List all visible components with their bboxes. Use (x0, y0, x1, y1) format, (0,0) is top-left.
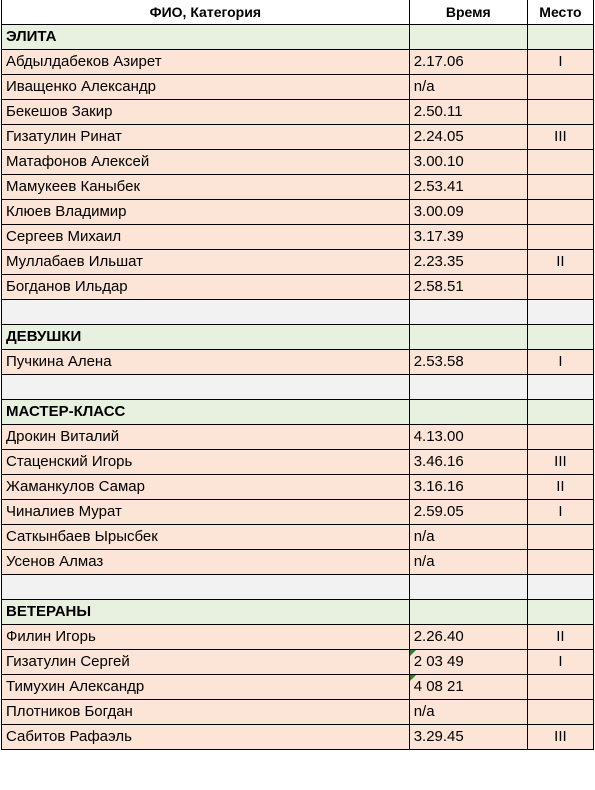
time-cell[interactable]: 3.16.16 (409, 475, 527, 500)
place-cell[interactable] (527, 225, 593, 250)
place-cell[interactable] (527, 550, 593, 575)
category-title[interactable]: ЭЛИТА (2, 25, 410, 50)
athlete-name-cell[interactable]: Абдылдабеков Азирет (2, 50, 410, 75)
category-title[interactable]: ДЕВУШКИ (2, 325, 410, 350)
empty-cell[interactable] (527, 400, 593, 425)
spacer-row (2, 575, 594, 600)
table-row (2, 525, 594, 550)
athlete-name-cell[interactable]: Дрокин Виталий (2, 425, 410, 450)
time-cell[interactable]: 3.29.45 (409, 725, 527, 750)
place-cell[interactable] (527, 100, 593, 125)
athlete-name-cell[interactable]: Жаманкулов Самар (2, 475, 410, 500)
athlete-name-cell[interactable]: Сергеев Михаил (2, 225, 410, 250)
table-row (2, 275, 594, 300)
time-value: 4 08 21 (413, 678, 464, 695)
time-cell[interactable]: 3.00.10 (409, 150, 527, 175)
place-cell[interactable]: III (527, 125, 593, 150)
empty-cell[interactable] (409, 300, 527, 325)
time-cell[interactable]: 3.00.09 (409, 200, 527, 225)
table-row (2, 450, 594, 475)
results-sheet (1, 0, 594, 750)
table-row (2, 550, 594, 575)
table-row (2, 225, 594, 250)
table-row (2, 200, 594, 225)
category-row-elite (2, 25, 594, 50)
table-row (2, 50, 594, 75)
table-row (2, 650, 594, 675)
empty-cell[interactable] (527, 575, 593, 600)
table-row (2, 150, 594, 175)
category-row-veterans (2, 600, 594, 625)
place-cell[interactable]: I (527, 650, 593, 675)
header-time-cell[interactable]: Время (409, 0, 527, 25)
time-cell[interactable]: n/a (409, 550, 527, 575)
empty-cell[interactable] (527, 25, 593, 50)
table-row (2, 625, 594, 650)
category-title[interactable]: ВЕТЕРАНЫ (2, 600, 410, 625)
empty-cell[interactable] (527, 375, 593, 400)
spacer-row (2, 300, 594, 325)
place-cell[interactable] (527, 275, 593, 300)
table-row (2, 125, 594, 150)
category-row-master (2, 400, 594, 425)
place-cell[interactable] (527, 150, 593, 175)
place-cell[interactable] (527, 700, 593, 725)
time-cell[interactable]: 2.58.51 (409, 275, 527, 300)
athlete-name-cell[interactable]: Сабитов Рафаэль (2, 725, 410, 750)
time-cell[interactable]: 2.17.06 (409, 50, 527, 75)
empty-cell[interactable] (2, 375, 410, 400)
time-cell[interactable]: 3.46.16 (409, 450, 527, 475)
time-cell[interactable]: 2.50.11 (409, 100, 527, 125)
table-row (2, 175, 594, 200)
table-row (2, 100, 594, 125)
time-cell[interactable]: n/a (409, 75, 527, 100)
athlete-name-cell[interactable]: Чиналиев Мурат (2, 500, 410, 525)
header-place-cell[interactable]: Место (527, 0, 593, 25)
empty-cell[interactable] (527, 300, 593, 325)
table-row (2, 475, 594, 500)
athlete-name-cell[interactable]: Плотников Богдан (2, 700, 410, 725)
empty-cell[interactable] (409, 325, 527, 350)
empty-cell[interactable] (2, 575, 410, 600)
place-cell[interactable] (527, 200, 593, 225)
empty-cell[interactable] (527, 600, 593, 625)
place-cell[interactable]: II (527, 250, 593, 275)
time-cell[interactable]: 3.17.39 (409, 225, 527, 250)
table-row (2, 700, 594, 725)
time-cell[interactable] (409, 650, 527, 675)
athlete-name-cell[interactable]: Мамукеев Каныбек (2, 175, 410, 200)
athlete-name-cell[interactable]: Бекешов Закир (2, 100, 410, 125)
place-cell[interactable] (527, 175, 593, 200)
header-name-cell[interactable]: ФИО, Категория (2, 0, 410, 25)
time-cell[interactable]: 2.59.05 (409, 500, 527, 525)
table-row (2, 675, 594, 700)
athlete-name-cell[interactable]: Тимухин Александр (2, 675, 410, 700)
athlete-name-cell[interactable]: Гизатулин Сергей (2, 650, 410, 675)
athlete-name-cell[interactable]: Усенов Алмаз (2, 550, 410, 575)
athlete-name-cell[interactable]: Саткынбаев Ырысбек (2, 525, 410, 550)
place-cell[interactable]: III (527, 725, 593, 750)
place-cell[interactable]: I (527, 50, 593, 75)
category-row-girls (2, 325, 594, 350)
athlete-name-cell[interactable]: Стаценский Игорь (2, 450, 410, 475)
table-row (2, 425, 594, 450)
time-cell[interactable]: 2.53.58 (409, 350, 527, 375)
athlete-name-cell[interactable]: Богданов Ильдар (2, 275, 410, 300)
header-row (2, 0, 594, 25)
time-cell[interactable]: 2.53.41 (409, 175, 527, 200)
empty-cell[interactable] (409, 575, 527, 600)
time-cell[interactable]: 2.26.40 (409, 625, 527, 650)
time-cell[interactable]: 2.24.05 (409, 125, 527, 150)
time-cell[interactable] (409, 675, 527, 700)
athlete-name-cell[interactable]: Матафонов Алексей (2, 150, 410, 175)
empty-cell[interactable] (409, 600, 527, 625)
athlete-name-cell[interactable]: Клюев Владимир (2, 200, 410, 225)
athlete-name-cell[interactable]: Филин Игорь (2, 625, 410, 650)
empty-cell[interactable] (409, 375, 527, 400)
time-cell[interactable]: 2.23.35 (409, 250, 527, 275)
place-cell[interactable] (527, 675, 593, 700)
table-row (2, 350, 594, 375)
empty-cell[interactable] (2, 300, 410, 325)
place-cell[interactable]: III (527, 450, 593, 475)
athlete-name-cell[interactable]: Иващенко Александр (2, 75, 410, 100)
comment-marker-icon (410, 650, 416, 656)
time-value: 2 03 49 (413, 653, 464, 670)
place-cell[interactable]: I (527, 500, 593, 525)
empty-cell[interactable] (409, 25, 527, 50)
empty-cell[interactable] (409, 400, 527, 425)
comment-marker-icon (410, 675, 416, 681)
time-cell[interactable]: 4.13.00 (409, 425, 527, 450)
place-cell[interactable]: II (527, 625, 593, 650)
place-cell[interactable]: II (527, 475, 593, 500)
table-row (2, 250, 594, 275)
athlete-name-cell[interactable]: Гизатулин Ринат (2, 125, 410, 150)
spacer-row (2, 375, 594, 400)
athlete-name-cell[interactable]: Муллабаев Ильшат (2, 250, 410, 275)
place-cell[interactable]: I (527, 350, 593, 375)
place-cell[interactable] (527, 75, 593, 100)
time-cell[interactable]: n/a (409, 525, 527, 550)
table-row (2, 75, 594, 100)
time-cell[interactable]: n/a (409, 700, 527, 725)
empty-cell[interactable] (527, 325, 593, 350)
athlete-name-cell[interactable]: Пучкина Алена (2, 350, 410, 375)
category-title[interactable]: МАСТЕР-КЛАСС (2, 400, 410, 425)
place-cell[interactable] (527, 525, 593, 550)
table-row (2, 500, 594, 525)
place-cell[interactable] (527, 425, 593, 450)
table-row (2, 725, 594, 750)
